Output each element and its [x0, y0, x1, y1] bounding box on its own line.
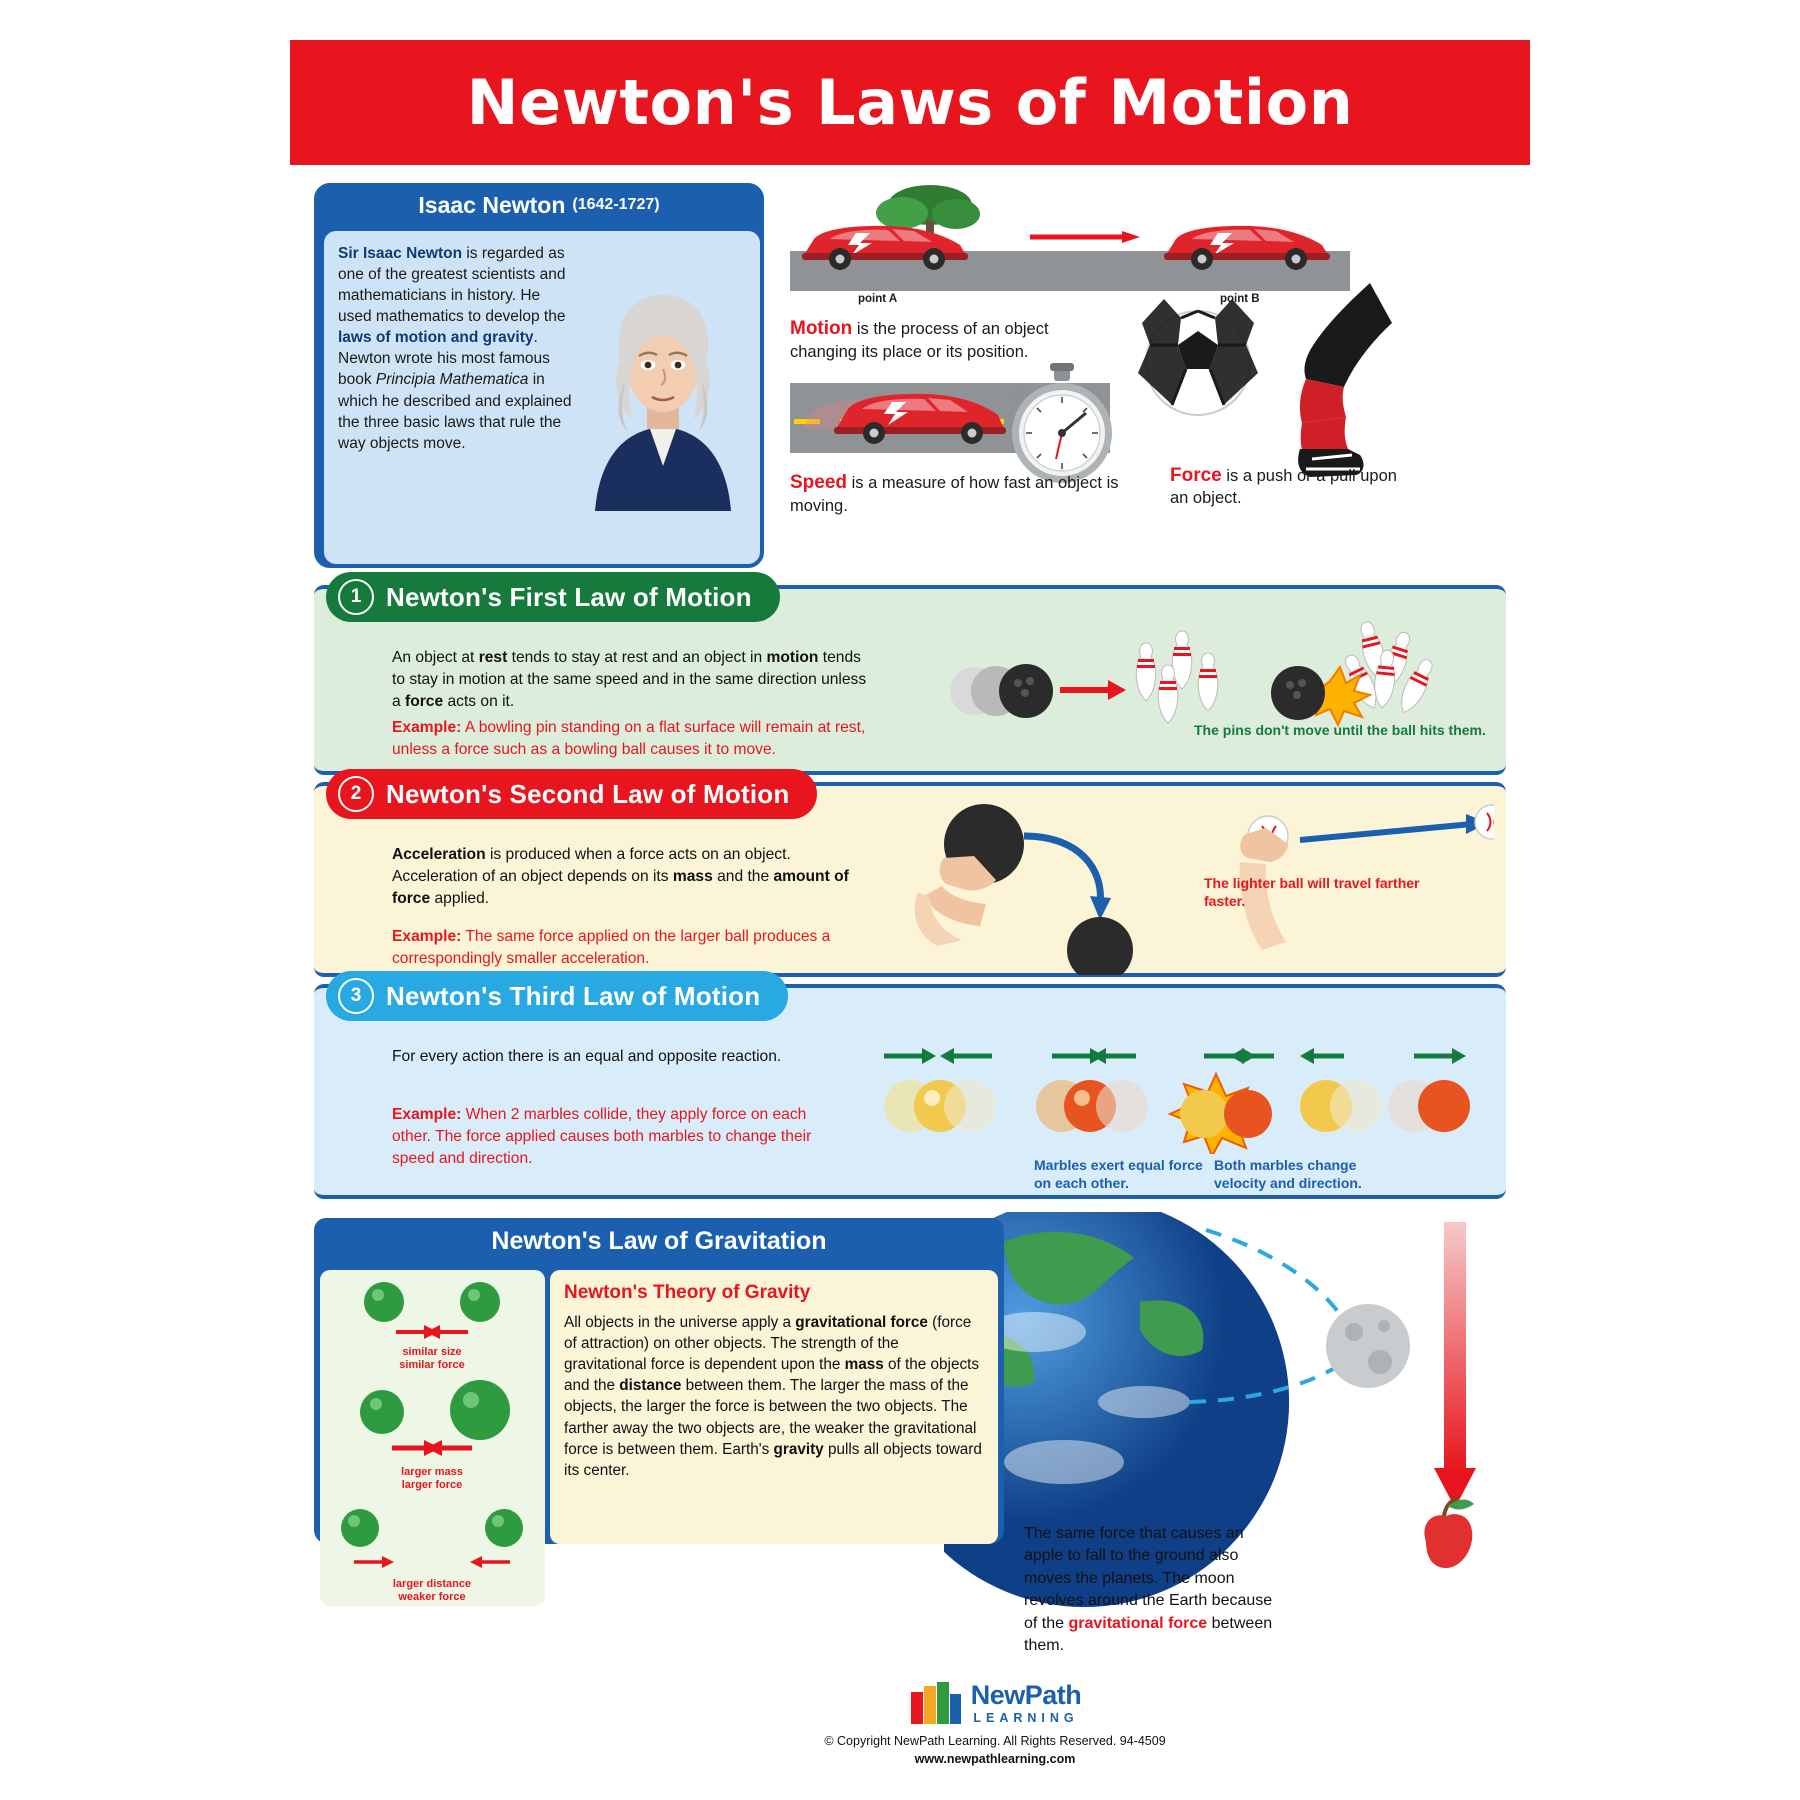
tl-example-text: When 2 marbles collide, they apply force on each other. The force applied causes both marbles to change their speed and direction.: [392, 1106, 812, 1167]
bowling-illustration: [934, 609, 1494, 739]
brand-new: New: [970, 1679, 1025, 1710]
soccer-kick-illustration: [1120, 283, 1506, 483]
ec-2: between them.: [1024, 1614, 1273, 1654]
first-law-number: 1: [338, 579, 374, 615]
motion-text: is the process of an object changing its place or its position.: [790, 320, 1049, 361]
marbles-collision-illustration: [874, 1044, 1494, 1154]
gravity-label-3: [362, 1578, 502, 1604]
sl-example-label: Example:: [392, 928, 462, 945]
first-law-body: [392, 647, 872, 712]
gt-5: pulls all objects toward its center.: [564, 1440, 982, 1479]
gravitation-heading: [314, 1218, 1004, 1264]
first-law-panel: [314, 581, 1506, 775]
gt-4: between them. The larger the mass of the objects, the larger the force is between the two objects. The farther away the two objects are, the weaker the gravitational force is between them. Earth's: [564, 1377, 977, 1458]
red-car-point-b: [1158, 211, 1338, 271]
gt-1: All objects in the universe apply a: [564, 1314, 796, 1331]
newton-bold-laws: laws of motion and gravity: [338, 329, 534, 347]
gt-b1: gravitational force: [795, 1314, 928, 1331]
sl-b0: Acceleration: [392, 846, 486, 863]
first-law-example: [392, 717, 872, 761]
sl-example-text: The same force applied on the larger ball produces a correspondingly smaller acceleration.: [392, 928, 831, 967]
newpath-wordmark: [970, 1679, 1082, 1710]
newton-book-title: Principia Mathematica: [375, 371, 529, 389]
fl-t4: acts on it.: [443, 692, 515, 710]
isaac-newton-paragraph: [338, 243, 573, 454]
third-law-caption-2: Both marbles change velocity and direction.: [1214, 1157, 1362, 1192]
fl-b3: force: [405, 692, 444, 710]
isaac-newton-dates: (1642-1727): [572, 196, 660, 213]
poster-title-bar: [290, 40, 1530, 165]
third-law-heading: [326, 971, 788, 1021]
gt-3: of the objects and the: [564, 1356, 980, 1395]
copyright-line: © Copyright NewPath Learning. All Rights Reserved. 94-4509: [824, 1734, 1166, 1748]
newton-text-2: is regarded as one of the greatest scientists and mathematicians in history. He used mathematics to develop the: [338, 245, 566, 326]
third-law-title: Newton's Third Law of Motion: [386, 980, 761, 1011]
sl-t3: applied.: [430, 889, 490, 907]
brand-path: Path: [1024, 1679, 1082, 1710]
gt-b3: distance: [619, 1377, 682, 1395]
label-point-b: point B: [1220, 293, 1260, 305]
gravity-label-2b: larger force: [401, 1479, 463, 1492]
poster: [290, 40, 1530, 1770]
label-point-a: point A: [858, 293, 898, 305]
gravity-label-1a: similar size: [402, 1346, 462, 1358]
second-law-title: Newton's Second Law of Motion: [386, 778, 790, 809]
force-keyword: Force: [1170, 465, 1222, 486]
newpath-logo-icon: [909, 1680, 963, 1726]
fl-b2: motion: [766, 649, 819, 666]
fl-b1: rest: [478, 649, 508, 666]
red-car-point-a: [796, 211, 976, 271]
gravitation-title: Newton's Law of Gravitation: [491, 1226, 827, 1255]
top-illustrations: [780, 183, 1506, 568]
first-law-title: Newton's First Law of Motion: [386, 581, 752, 612]
force-caption: [1170, 463, 1400, 510]
newton-text-4: . Newton wrote his most famous book: [338, 329, 550, 389]
gravity-force-diagram: [320, 1270, 545, 1606]
gt-b2: mass: [844, 1356, 884, 1374]
sl-t2: and the: [712, 867, 774, 885]
second-law-number: 2: [338, 776, 374, 812]
second-law-body: [392, 844, 862, 909]
isaac-newton-name: Isaac Newton: [418, 191, 566, 218]
isaac-newton-inner-panel: [324, 231, 760, 564]
third-law-caption-1: Marbles exert equal force on each other.: [1034, 1157, 1203, 1192]
speed-text: is a measure of how fast an object is moving.: [790, 474, 1119, 515]
fl-t1: An object at: [392, 649, 479, 666]
isaac-newton-heading: [317, 186, 761, 224]
tl-example-label: Example:: [392, 1106, 462, 1123]
gravity-label-2: [362, 1466, 502, 1492]
newpath-tagline: LEARNING: [973, 1710, 1079, 1725]
motion-caption: [790, 317, 1120, 363]
fl-example-label: Example:: [392, 719, 462, 736]
fl-example-text: A bowling pin standing on a flat surface will remain at rest, unless a force such as a bowling ball causes it to move.: [392, 719, 866, 758]
newton-bold-name: Sir Isaac Newton: [338, 245, 463, 262]
ec-kw: gravitational force: [1068, 1614, 1208, 1632]
first-law-caption: The pins don't move until the ball hits them.: [1194, 722, 1486, 738]
second-law-heading: [326, 769, 817, 819]
third-law-example: [392, 1104, 842, 1169]
third-law-body: For every action there is an equal and opposite reaction.: [392, 1048, 782, 1065]
fl-t3: tends to stay in motion at the same speed and in the same direction unless a: [392, 649, 867, 710]
gravity-theory-text: [564, 1312, 984, 1481]
earth-moon-caption: [1024, 1523, 1274, 1657]
isaac-newton-box: [314, 183, 764, 568]
fl-t2: tends to stay at rest and an object in: [507, 649, 767, 666]
gravity-label-3b: weaker force: [398, 1591, 466, 1604]
gravity-label-1b: similar force: [399, 1359, 465, 1372]
newpath-logo: [760, 1680, 1230, 1726]
second-law-example: [392, 926, 862, 970]
sl-b3: amount of force: [392, 867, 849, 907]
gravity-label-1: [362, 1346, 502, 1372]
third-law-number: 3: [338, 978, 374, 1014]
sl-b2: mass: [672, 867, 713, 885]
force-text: is a push or a pull upon an object.: [1170, 467, 1397, 508]
gravity-label-2a: larger mass: [401, 1466, 463, 1478]
isaac-newton-portrait: [575, 261, 750, 511]
speed-caption: [790, 471, 1120, 517]
gravity-theory-title: Newton's Theory of Gravity: [564, 1282, 811, 1303]
speeding-car: [796, 371, 1026, 451]
footer: [760, 1680, 1230, 1768]
second-law-caption: The lighter ball will travel farther faster.: [1204, 875, 1420, 910]
second-law-panel: [314, 778, 1506, 977]
ec-1: The same force that causes an apple to fall to the ground also moves the planets. The moon revolves around the Earth because of the: [1024, 1525, 1273, 1632]
page-title: Newton's Laws of Motion: [466, 66, 1354, 139]
newton-text-6: in which he described and explained the three basic laws that rule the way objects move.: [338, 371, 572, 452]
gravity-theory-box: [550, 1270, 998, 1544]
sl-t1: is produced when a force acts on an object. Acceleration of an object depends on its: [392, 846, 791, 885]
third-law-panel: [314, 980, 1506, 1199]
gt-2: (force of attraction) on other objects. The strength of the gravitational force is dependent upon the: [564, 1314, 972, 1374]
website-link[interactable]: www.newpathlearning.com: [914, 1752, 1076, 1767]
gt-b4: gravity: [773, 1440, 824, 1458]
motion-keyword: Motion: [790, 318, 853, 339]
gravitation-panel: [314, 1218, 1506, 1718]
direction-arrow-icon: [1030, 231, 1140, 243]
first-law-heading: [326, 572, 780, 622]
gravity-label-3a: larger distance: [392, 1578, 472, 1590]
speed-keyword: Speed: [790, 472, 848, 493]
